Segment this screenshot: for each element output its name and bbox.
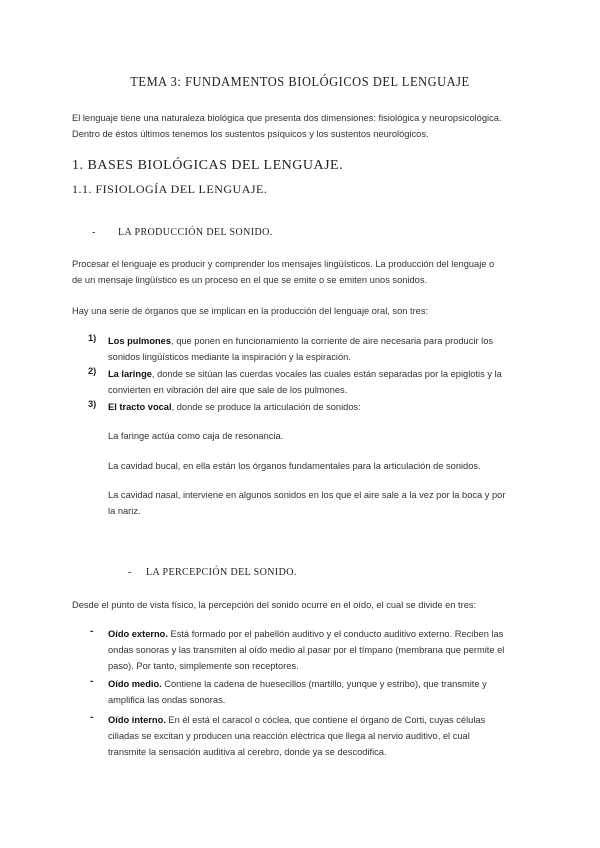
organ-1-line-2: sonidos lingüísticos mediante la inspiración y la espiración.: [108, 352, 351, 362]
organ-3-term: El tracto vocal: [108, 402, 172, 412]
oido-interno-line-1: [108, 712, 534, 728]
produccion-subheading: [92, 227, 273, 238]
oido-medio-term: Oído medio.: [108, 679, 162, 689]
organ-2-number: 2): [88, 366, 97, 376]
produccion-p1-line-1: Procesar el lenguaje es producir y comprender los mensajes lingüísticos. La producción del lenguaje o: [72, 259, 495, 269]
organ-1-text: , que ponen en funcionamiento la corriente de aire necesaria para producir los: [171, 336, 494, 346]
tracto-faringe: La faringe actúa como caja de resonancia.: [108, 431, 284, 441]
organ-2-text: , donde se sitúan las cuerdas vocales las cuales están separadas por la epiglotis y la: [151, 369, 502, 379]
organ-2-line-1: [108, 366, 534, 382]
organ-1-line-1: [108, 333, 534, 349]
produccion-p1-line-2: de un mensaje lingüístico es un proceso en el que se emite o se emiten unos sonidos.: [72, 275, 428, 285]
oido-interno-line-3: transmite la sensación auditiva al cerebro, donde ya se descodifica.: [108, 747, 387, 757]
percepcion-dash: -: [128, 567, 132, 578]
oido-interno-term: Oído interno.: [108, 715, 166, 725]
section-1-1-heading: 1.1. FISIOLOGÍA DEL LENGUAJE.: [72, 182, 268, 196]
percepcion-p1: Desde el punto de vista físico, la percepción del sonido ocurre en el oído, el cual se divide en tres:: [72, 600, 477, 610]
organ-2-term: La laringe: [108, 369, 152, 379]
section-1-heading: 1. BASES BIOLÓGICAS DEL LENGUAJE.: [72, 158, 344, 173]
oido-externo-dash: -: [90, 626, 94, 637]
organ-1-term: Los pulmones: [108, 336, 172, 346]
oido-interno-dash: -: [90, 712, 94, 723]
oido-medio-line-2: amplifica las ondas sonoras.: [108, 695, 226, 705]
organ-1-number: 1): [88, 333, 97, 343]
produccion-p2: Hay una serie de órganos que se implican en la producción del lenguaje oral, son tres:: [72, 306, 429, 316]
oido-medio-dash: -: [90, 676, 94, 687]
organ-2-line-2: convierten en vibración del aire que sale de los pulmones.: [108, 385, 348, 395]
tracto-nasal-line-2: la nariz.: [108, 506, 141, 516]
oido-externo-term: Oído externo.: [108, 629, 168, 639]
oido-externo-line-1: [108, 626, 534, 642]
intro-line-1: El lenguaje tiene una naturaleza biológica que presenta dos dimensiones: fisiológica y neuropsicológica.: [72, 113, 502, 123]
oido-interno-line-2: ciliadas se excitan y producen una reacción eléctrica que llega al nervio auditivo, el cual: [108, 731, 470, 741]
oido-externo-line-2: ondas sonoras y las transmiten al oído medio al pasar por el tímpano (membrana que permite el: [108, 645, 505, 655]
intro-line-2: Dentro de éstos últimos tenemos los sustentos psíquicos y los sustentos neurológicos.: [72, 129, 429, 139]
percepcion-subheading: [128, 567, 297, 578]
organ-3-line-1: [108, 399, 534, 415]
produccion-dash: -: [92, 227, 96, 238]
oido-medio-text: Contiene la cadena de huesecillos (martillo, yunque y estribo), que transmite y: [161, 679, 487, 689]
organ-3-text: , donde se produce la articulación de sonidos:: [171, 402, 361, 412]
organ-3-number: 3): [88, 399, 97, 409]
produccion-title: LA PRODUCCIÓN DEL SONIDO.: [118, 227, 273, 238]
oido-externo-text: Está formado por el pabellón auditivo y el conducto auditivo externo. Reciben las: [167, 629, 504, 639]
percepcion-title: LA PERCEPCIÓN DEL SONIDO.: [146, 567, 297, 578]
tracto-nasal-line-1: La cavidad nasal, interviene en algunos sonidos en los que el aire sale a la vez por la boca y por: [108, 490, 506, 500]
oido-interno-text: En él está el caracol o cóclea, que contiene el órgano de Corti, cuyas células: [165, 715, 486, 725]
oido-medio-line-1: [108, 676, 534, 692]
oido-externo-line-3: paso). Por tanto, simplemente son receptores.: [108, 661, 299, 671]
page-title: TEMA 3: FUNDAMENTOS BIOLÓGICOS DEL LENGUAJE: [130, 74, 470, 89]
tracto-bucal: La cavidad bucal, en ella están los órganos fundamentales para la articulación de sonidos.: [108, 461, 481, 471]
